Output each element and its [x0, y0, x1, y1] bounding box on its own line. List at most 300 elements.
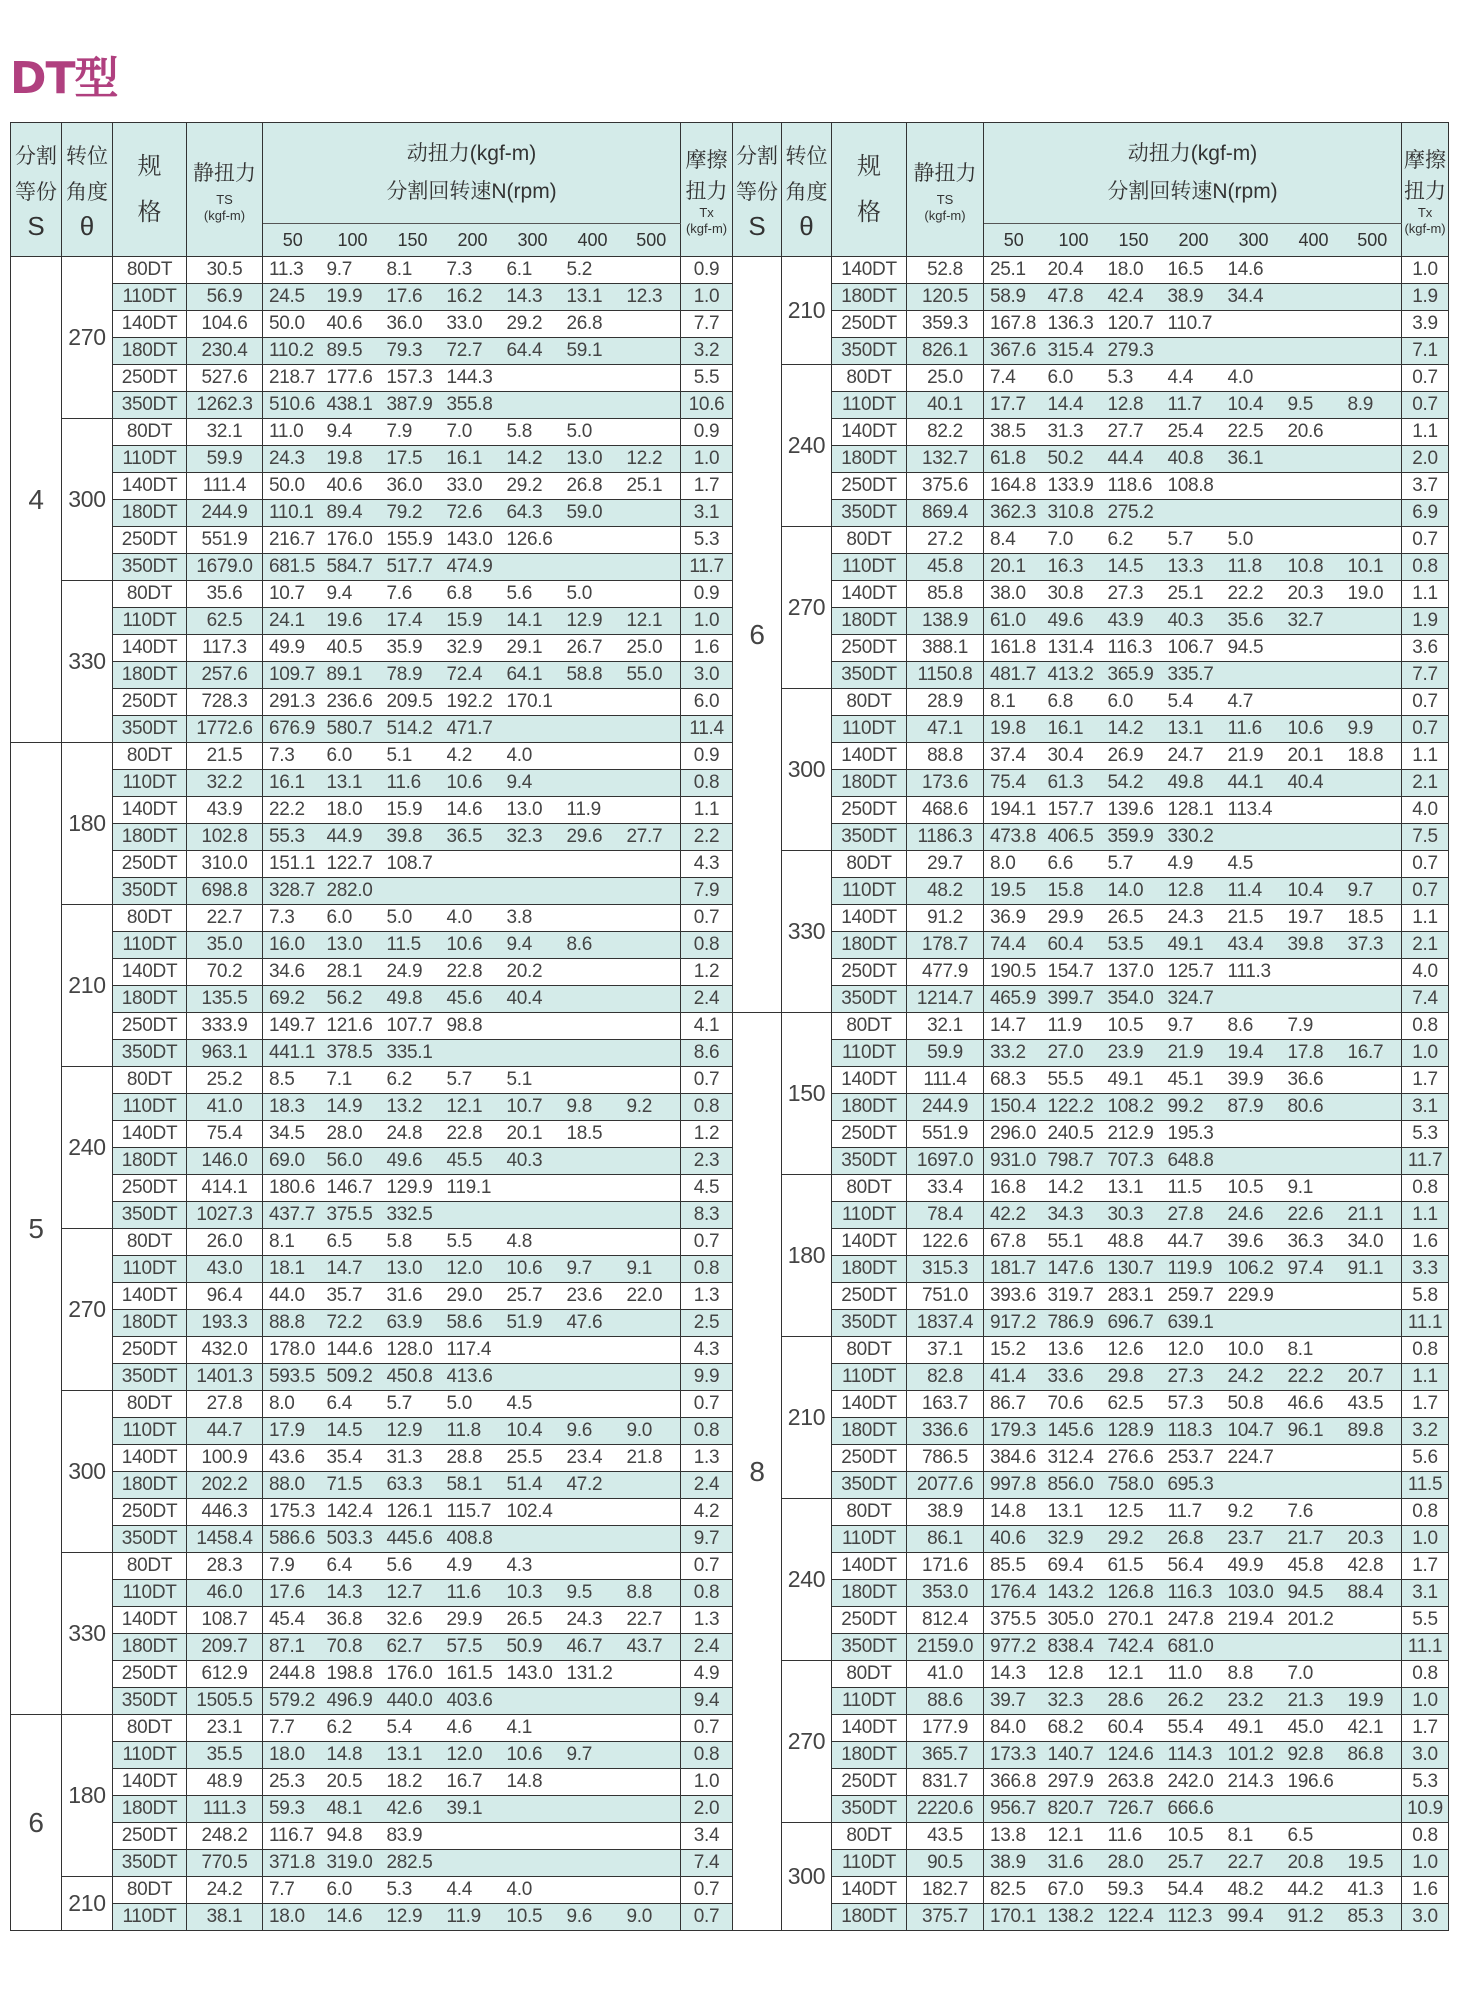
- rpm-column-header: 300: [503, 224, 563, 257]
- friction-torque-cell: 2.3: [681, 1148, 733, 1175]
- table-row: [733, 986, 1449, 1013]
- dynamic-torque-cell: 170.1: [503, 689, 563, 716]
- dynamic-torque-cell: 173.3: [984, 1742, 1044, 1769]
- dynamic-torque-cell: [1344, 1310, 1402, 1337]
- dynamic-torque-cell: 10.4: [1224, 392, 1284, 419]
- dynamic-torque-cell: 31.6: [383, 1283, 443, 1310]
- dynamic-torque-cell: 240.5: [1044, 1121, 1104, 1148]
- dynamic-torque-cell: 68.3: [984, 1067, 1044, 1094]
- dynamic-torque-cell: 64.4: [503, 338, 563, 365]
- table-row: [11, 365, 733, 392]
- spec-cell: 180DT: [832, 284, 907, 311]
- dynamic-torque-cell: 9.5: [1284, 392, 1344, 419]
- dynamic-torque-cell: 96.1: [1284, 1418, 1344, 1445]
- dynamic-torque-cell: 19.6: [323, 608, 383, 635]
- static-torque-cell: 28.9: [907, 689, 984, 716]
- spec-cell: 250DT: [832, 959, 907, 986]
- dynamic-torque-cell: 10.7: [503, 1094, 563, 1121]
- dynamic-torque-cell: [623, 1796, 681, 1823]
- friction-torque-cell: 0.7: [1402, 527, 1449, 554]
- spec-cell: 80DT: [832, 1823, 907, 1850]
- dynamic-torque-cell: 55.1: [1044, 1229, 1104, 1256]
- table-row: [11, 1850, 733, 1877]
- dynamic-torque-cell: 43.4: [1224, 932, 1284, 959]
- dynamic-torque-cell: [1344, 986, 1402, 1013]
- dynamic-torque-cell: 35.9: [383, 635, 443, 662]
- header-spec: [113, 123, 187, 257]
- spec-cell: 140DT: [113, 473, 187, 500]
- dynamic-torque-cell: 11.8: [443, 1418, 503, 1445]
- speed-label: 分割回转速N(rpm): [386, 180, 557, 203]
- friction-torque-cell: 8.6: [681, 1040, 733, 1067]
- dynamic-torque-cell: 136.3: [1044, 311, 1104, 338]
- friction-torque-cell: 3.1: [1402, 1580, 1449, 1607]
- dynamic-torque-cell: [1224, 1310, 1284, 1337]
- dynamic-torque-cell: 579.2: [263, 1688, 323, 1715]
- index-angle-cell: 300: [62, 1391, 113, 1553]
- rpm-column-header: 100: [323, 224, 383, 257]
- dynamic-torque-cell: 11.4: [1224, 878, 1284, 905]
- dynamic-torque-cell: 110.7: [1164, 311, 1224, 338]
- dynamic-torque-cell: 9.1: [623, 1256, 681, 1283]
- rpm-column-header: 100: [1044, 224, 1104, 257]
- dynamic-torque-cell: [503, 1040, 563, 1067]
- dynamic-torque-cell: [1344, 1094, 1402, 1121]
- dynamic-torque-cell: [1344, 1499, 1402, 1526]
- dynamic-torque-cell: 49.1: [1224, 1715, 1284, 1742]
- dynamic-torque-cell: [563, 1499, 623, 1526]
- spec-cell: 250DT: [113, 851, 187, 878]
- header-static-torque: [187, 123, 263, 257]
- friction-torque-cell: 0.8: [1402, 1337, 1449, 1364]
- dynamic-torque-cell: [1344, 284, 1402, 311]
- dynamic-torque-cell: 69.0: [263, 1148, 323, 1175]
- friction-torque-cell: 1.0: [681, 608, 733, 635]
- dynamic-torque-cell: 122.2: [1044, 1094, 1104, 1121]
- static-torque-cell: 108.7: [187, 1607, 263, 1634]
- static-torque-cell: 33.4: [907, 1175, 984, 1202]
- dynamic-torque-cell: 798.7: [1044, 1148, 1104, 1175]
- dynamic-torque-cell: [1284, 1634, 1344, 1661]
- dynamic-torque-cell: 146.7: [323, 1175, 383, 1202]
- static-torque-cell: 40.1: [907, 392, 984, 419]
- dynamic-torque-cell: 4.0: [443, 905, 503, 932]
- spec-cell: 250DT: [113, 1013, 187, 1040]
- rpm-column-header: 50: [984, 224, 1044, 257]
- dynamic-torque-cell: 34.0: [1344, 1229, 1402, 1256]
- dynamic-torque-cell: 8.1: [1284, 1337, 1344, 1364]
- table-row: [11, 392, 733, 419]
- friction-torque-cell: 5.3: [1402, 1121, 1449, 1148]
- dynamic-torque-cell: [1224, 986, 1284, 1013]
- dynamic-torque-cell: 305.0: [1044, 1607, 1104, 1634]
- friction-torque-cell: 2.1: [1402, 770, 1449, 797]
- dynamic-torque-cell: [623, 1121, 681, 1148]
- index-angle-cell: 180: [62, 743, 113, 905]
- friction-torque-cell: 4.1: [681, 1013, 733, 1040]
- dynamic-torque-cell: 45.5: [443, 1148, 503, 1175]
- dynamic-torque-cell: 23.9: [1104, 1040, 1164, 1067]
- static-torque-cell: 88.8: [907, 743, 984, 770]
- dynamic-torque-cell: 145.6: [1044, 1418, 1104, 1445]
- friction-torque-cell: 0.8: [681, 1418, 733, 1445]
- dynamic-torque-cell: 20.1: [503, 1121, 563, 1148]
- table-row: [733, 1553, 1449, 1580]
- static-torque-cell: 132.7: [907, 446, 984, 473]
- static-torque-cell: 25.2: [187, 1067, 263, 1094]
- table-row: [733, 1877, 1449, 1904]
- dynamic-torque-cell: [1344, 662, 1402, 689]
- table-row: [11, 1823, 733, 1850]
- dynamic-torque-cell: [1224, 1148, 1284, 1175]
- table-row: [733, 419, 1449, 446]
- dynamic-torque-cell: 69.2: [263, 986, 323, 1013]
- dynamic-torque-cell: 209.5: [383, 689, 443, 716]
- dynamic-torque-cell: 229.9: [1224, 1283, 1284, 1310]
- static-torque-cell: 728.3: [187, 689, 263, 716]
- index-angle-cell: 240: [62, 1067, 113, 1229]
- static-torque-cell: 193.3: [187, 1310, 263, 1337]
- static-torque-cell: 2159.0: [907, 1634, 984, 1661]
- friction-torque-cell: 5.6: [1402, 1445, 1449, 1472]
- division-label: 等份: [15, 180, 57, 204]
- dynamic-torque-cell: 16.0: [263, 932, 323, 959]
- dynamic-torque-cell: [443, 851, 503, 878]
- friction-torque-cell: 7.4: [1402, 986, 1449, 1013]
- spec-label: 规: [857, 152, 881, 180]
- dynamic-torque-cell: 24.7: [1164, 743, 1224, 770]
- dynamic-torque-cell: 593.5: [263, 1364, 323, 1391]
- dynamic-torque-cell: 40.6: [323, 473, 383, 500]
- dynamic-torque-cell: 113.4: [1224, 797, 1284, 824]
- friction-torque-cell: 1.0: [1402, 1526, 1449, 1553]
- dynamic-torque-cell: 40.6: [984, 1526, 1044, 1553]
- dynamic-torque-cell: 157.7: [1044, 797, 1104, 824]
- friction-label: 摩擦: [1404, 148, 1447, 172]
- dynamic-torque-cell: 43.9: [1104, 608, 1164, 635]
- static-torque-cell: 35.6: [187, 581, 263, 608]
- dynamic-torque-cell: 12.6: [1104, 1337, 1164, 1364]
- static-torque-cell: 2220.6: [907, 1796, 984, 1823]
- spec-cell: 140DT: [113, 635, 187, 662]
- spec-cell: 110DT: [113, 1742, 187, 1769]
- dynamic-torque-cell: 6.4: [323, 1391, 383, 1418]
- dynamic-torque-cell: 28.8: [443, 1445, 503, 1472]
- spec-cell: 140DT: [113, 1769, 187, 1796]
- dynamic-torque-cell: 11.9: [563, 797, 623, 824]
- dynamic-torque-cell: 63.3: [383, 1472, 443, 1499]
- table-row: [733, 1391, 1449, 1418]
- dynamic-torque-cell: [503, 1796, 563, 1823]
- spec-cell: 80DT: [113, 1877, 187, 1904]
- dynamic-torque-cell: 84.0: [984, 1715, 1044, 1742]
- dynamic-torque-cell: 19.8: [984, 716, 1044, 743]
- dynamic-torque-cell: 22.8: [443, 1121, 503, 1148]
- angle-symbol: θ: [799, 210, 814, 241]
- dynamic-torque-cell: 60.4: [1104, 1715, 1164, 1742]
- table-row: [733, 851, 1449, 878]
- dynamic-torque-cell: 102.4: [503, 1499, 563, 1526]
- dynamic-torque-cell: 471.7: [443, 716, 503, 743]
- spec-cell: 180DT: [832, 1418, 907, 1445]
- dynamic-torque-cell: 27.7: [623, 824, 681, 851]
- dynamic-torque-cell: 72.6: [443, 500, 503, 527]
- dynamic-torque-cell: 19.5: [1344, 1850, 1402, 1877]
- friction-torque-cell: 11.4: [681, 716, 733, 743]
- dynamic-torque-cell: 12.1: [443, 1094, 503, 1121]
- dynamic-torque-cell: 8.1: [1224, 1823, 1284, 1850]
- division-symbol: S: [748, 210, 766, 241]
- dynamic-torque-cell: [563, 1337, 623, 1364]
- dynamic-torque-cell: 88.8: [263, 1310, 323, 1337]
- dynamic-torque-cell: [563, 1391, 623, 1418]
- rpm-column-header: 400: [1284, 224, 1344, 257]
- header-static-torque: [907, 123, 984, 257]
- table-row: [11, 1094, 733, 1121]
- dynamic-torque-cell: [563, 986, 623, 1013]
- spec-cell: 110DT: [113, 1580, 187, 1607]
- dynamic-torque-cell: 332.5: [383, 1202, 443, 1229]
- static-torque-cell: 59.9: [907, 1040, 984, 1067]
- dynamic-torque-cell: [503, 1688, 563, 1715]
- spec-cell: 180DT: [832, 1904, 907, 1931]
- spec-cell: 140DT: [113, 797, 187, 824]
- friction-torque-cell: 4.2: [681, 1499, 733, 1526]
- dynamic-torque-cell: 62.7: [383, 1634, 443, 1661]
- dynamic-torque-cell: 10.0: [1224, 1337, 1284, 1364]
- dynamic-torque-cell: 15.2: [984, 1337, 1044, 1364]
- spec-cell: 80DT: [113, 743, 187, 770]
- dynamic-torque-cell: 12.0: [1164, 1337, 1224, 1364]
- dynamic-torque-cell: 5.6: [503, 581, 563, 608]
- spec-cell: 180DT: [832, 932, 907, 959]
- dynamic-torque-cell: 17.6: [263, 1580, 323, 1607]
- dynamic-torque-cell: [1344, 1283, 1402, 1310]
- static-torque-cell: 44.7: [187, 1418, 263, 1445]
- dynamic-torque-cell: 9.0: [623, 1904, 681, 1931]
- dynamic-torque-cell: 22.8: [443, 959, 503, 986]
- dynamic-torque-cell: 63.9: [383, 1310, 443, 1337]
- static-torque-cell: 1262.3: [187, 392, 263, 419]
- table-row: [11, 1742, 733, 1769]
- dynamic-torque-cell: 43.6: [263, 1445, 323, 1472]
- dynamic-torque-cell: [1344, 473, 1402, 500]
- division-count-cell: 4: [11, 257, 62, 743]
- dynamic-torque-cell: 40.3: [1164, 608, 1224, 635]
- dynamic-torque-cell: 11.0: [263, 419, 323, 446]
- index-angle-cell: 270: [782, 527, 832, 689]
- dynamic-torque-cell: 917.2: [984, 1310, 1044, 1337]
- dynamic-torque-cell: 9.7: [1164, 1013, 1224, 1040]
- table-row: [733, 446, 1449, 473]
- dynamic-torque-cell: [563, 527, 623, 554]
- table-row: [733, 1202, 1449, 1229]
- dynamic-torque-cell: 10.6: [503, 1256, 563, 1283]
- static-torque-cell: 117.3: [187, 635, 263, 662]
- static-torque-cell: 468.6: [907, 797, 984, 824]
- dynamic-torque-cell: [563, 743, 623, 770]
- dynamic-torque-cell: 72.4: [443, 662, 503, 689]
- header-index-angle: [782, 123, 832, 257]
- dynamic-torque-cell: 14.8: [984, 1499, 1044, 1526]
- dynamic-torque-cell: [1344, 1175, 1402, 1202]
- spec-cell: 80DT: [832, 527, 907, 554]
- dynamic-torque-cell: 42.1: [1344, 1715, 1402, 1742]
- table-row: [11, 284, 733, 311]
- spec-cell: 80DT: [113, 581, 187, 608]
- dynamic-torque-cell: 167.8: [984, 311, 1044, 338]
- dynamic-torque-cell: [503, 1364, 563, 1391]
- dynamic-torque-cell: 42.8: [1344, 1553, 1402, 1580]
- dynamic-torque-cell: 27.3: [1164, 1364, 1224, 1391]
- dynamic-torque-cell: 22.7: [1224, 1850, 1284, 1877]
- table-row: [733, 1256, 1449, 1283]
- dynamic-torque-cell: 23.4: [563, 1445, 623, 1472]
- friction-torque-cell: 0.8: [681, 932, 733, 959]
- dynamic-torque-cell: 176.4: [984, 1580, 1044, 1607]
- dynamic-torque-cell: 22.2: [1224, 581, 1284, 608]
- dynamic-torque-cell: 580.7: [323, 716, 383, 743]
- static-torque-cell: 1505.5: [187, 1688, 263, 1715]
- dynamic-torque-cell: 8.8: [1224, 1661, 1284, 1688]
- dynamic-torque-cell: 473.8: [984, 824, 1044, 851]
- dynamic-torque-cell: 330.2: [1164, 824, 1224, 851]
- dynamic-torque-cell: 32.3: [1044, 1688, 1104, 1715]
- table-row: [733, 1634, 1449, 1661]
- dynamic-torque-cell: 9.5: [563, 1580, 623, 1607]
- dynamic-torque-cell: 11.7: [1164, 1499, 1224, 1526]
- dynamic-torque-cell: 22.2: [263, 797, 323, 824]
- dynamic-torque-cell: [1224, 1121, 1284, 1148]
- dynamic-torque-cell: 14.0: [1104, 878, 1164, 905]
- dynamic-torque-cell: 40.3: [503, 1148, 563, 1175]
- dynamic-torque-cell: [1344, 1013, 1402, 1040]
- static-torque-cell: 26.0: [187, 1229, 263, 1256]
- dynamic-torque-cell: 676.9: [263, 716, 323, 743]
- dynamic-torque-cell: 14.5: [323, 1418, 383, 1445]
- table-row: [733, 1013, 1449, 1040]
- dynamic-torque-cell: 177.6: [323, 365, 383, 392]
- dynamic-torque-cell: 639.1: [1164, 1310, 1224, 1337]
- dynamic-torque-cell: 7.7: [263, 1715, 323, 1742]
- friction-torque-cell: 0.9: [681, 257, 733, 284]
- dynamic-torque-cell: 437.7: [263, 1202, 323, 1229]
- dynamic-torque-cell: 6.0: [1104, 689, 1164, 716]
- static-torque-cell: 27.8: [187, 1391, 263, 1418]
- dynamic-torque-cell: 55.0: [623, 662, 681, 689]
- dynamic-torque-cell: 4.9: [443, 1553, 503, 1580]
- dynamic-torque-cell: 80.6: [1284, 1094, 1344, 1121]
- dynamic-torque-cell: 18.3: [263, 1094, 323, 1121]
- speed-label: 分割回转速N(rpm): [1107, 180, 1278, 203]
- dynamic-torque-cell: 33.0: [443, 473, 503, 500]
- friction-torque-cell: 3.7: [1402, 473, 1449, 500]
- dynamic-torque-cell: 5.1: [383, 743, 443, 770]
- static-torque-cell: 32.2: [187, 770, 263, 797]
- friction-torque-cell: 5.5: [681, 365, 733, 392]
- dynamic-torque-cell: [1344, 1661, 1402, 1688]
- spec-cell: 350DT: [113, 392, 187, 419]
- dynamic-torque-cell: 18.5: [563, 1121, 623, 1148]
- dynamic-torque-cell: 11.9: [443, 1904, 503, 1931]
- dynamic-torque-cell: 5.3: [1104, 365, 1164, 392]
- table-row: [11, 851, 733, 878]
- page-title: DT型: [10, 53, 118, 104]
- friction-torque-cell: 0.8: [1402, 1013, 1449, 1040]
- dynamic-torque-cell: 75.4: [984, 770, 1044, 797]
- table-row: [733, 581, 1449, 608]
- friction-torque-cell: 2.0: [681, 1796, 733, 1823]
- dynamic-torque-cell: 474.9: [443, 554, 503, 581]
- dynamic-torque-cell: 50.9: [503, 1634, 563, 1661]
- dynamic-torque-cell: [503, 554, 563, 581]
- table-row: [11, 1175, 733, 1202]
- table-row: [733, 1418, 1449, 1445]
- static-torque-cell: 138.9: [907, 608, 984, 635]
- static-torque-cell: 1772.6: [187, 716, 263, 743]
- dynamic-torque-cell: 108.7: [383, 851, 443, 878]
- dynamic-torque-cell: 104.7: [1224, 1418, 1284, 1445]
- dynamic-torque-cell: 91.2: [1284, 1904, 1344, 1931]
- dynamic-torque-cell: 328.7: [263, 878, 323, 905]
- dynamic-torque-cell: [1284, 365, 1344, 392]
- dynamic-torque-cell: 94.5: [1284, 1580, 1344, 1607]
- dynamic-torque-cell: 6.2: [323, 1715, 383, 1742]
- dynamic-torque-cell: 32.3: [503, 824, 563, 851]
- dynamic-torque-cell: 367.6: [984, 338, 1044, 365]
- static-torque-cell: 1214.7: [907, 986, 984, 1013]
- dynamic-torque-cell: 29.9: [1044, 905, 1104, 932]
- dynamic-torque-cell: 259.7: [1164, 1283, 1224, 1310]
- dynamic-torque-cell: 57.3: [1164, 1391, 1224, 1418]
- spec-cell: 250DT: [832, 1121, 907, 1148]
- header-spec: [832, 123, 907, 257]
- spec-cell: 80DT: [832, 1499, 907, 1526]
- dynamic-torque-cell: 5.5: [443, 1229, 503, 1256]
- table-row: [733, 311, 1449, 338]
- dynamic-torque-cell: 55.3: [263, 824, 323, 851]
- dynamic-torque-cell: 212.9: [1104, 1121, 1164, 1148]
- dynamic-torque-cell: 92.8: [1284, 1742, 1344, 1769]
- friction-torque-cell: 1.0: [681, 284, 733, 311]
- dynamic-torque-cell: 25.0: [623, 635, 681, 662]
- friction-torque-cell: 7.9: [681, 878, 733, 905]
- dynamic-torque-cell: 9.7: [563, 1256, 623, 1283]
- dynamic-torque-cell: 16.2: [443, 284, 503, 311]
- friction-symbol: Tx: [1417, 204, 1433, 220]
- dynamic-torque-cell: [623, 1742, 681, 1769]
- spec-cell: 80DT: [113, 905, 187, 932]
- dynamic-torque-cell: 10.4: [1284, 878, 1344, 905]
- spec-cell: 250DT: [832, 1283, 907, 1310]
- dynamic-torque-cell: 438.1: [323, 392, 383, 419]
- dynamic-torque-cell: 4.7: [1224, 689, 1284, 716]
- dynamic-torque-cell: 11.6: [1224, 716, 1284, 743]
- dynamic-torque-cell: [1344, 1148, 1402, 1175]
- table-row: [11, 500, 733, 527]
- dynamic-torque-cell: 31.3: [383, 1445, 443, 1472]
- dynamic-torque-cell: 12.9: [563, 608, 623, 635]
- dynamic-torque-cell: 108.2: [1104, 1094, 1164, 1121]
- spec-cell: 140DT: [832, 743, 907, 770]
- spec-cell: 250DT: [113, 1337, 187, 1364]
- dynamic-torque-cell: [503, 392, 563, 419]
- dynamic-torque-cell: 742.4: [1104, 1634, 1164, 1661]
- static-torque-cell: 310.0: [187, 851, 263, 878]
- dynamic-torque-cell: 67.0: [1044, 1877, 1104, 1904]
- friction-torque-cell: 4.5: [681, 1175, 733, 1202]
- dynamic-torque-cell: 8.8: [623, 1580, 681, 1607]
